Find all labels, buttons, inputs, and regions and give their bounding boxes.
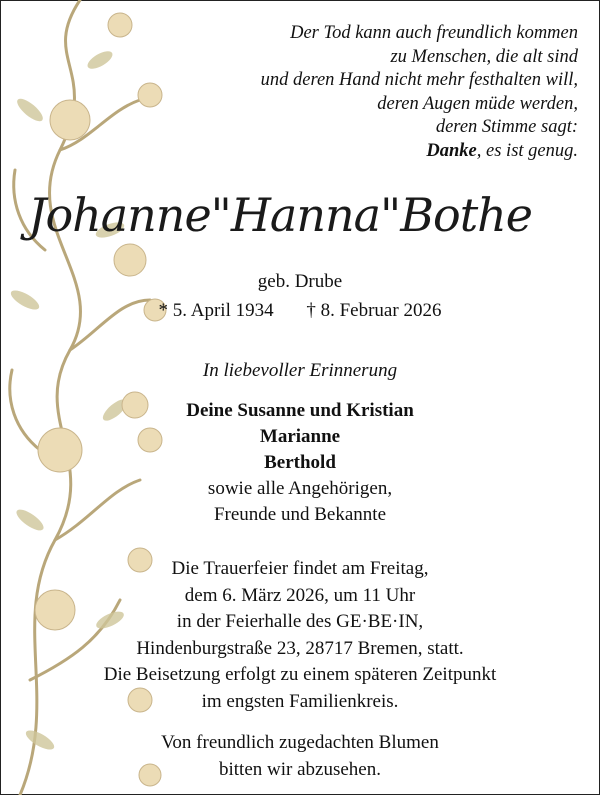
life-dates xyxy=(0,300,600,322)
poem-emphasis: Danke xyxy=(426,140,477,161)
poem-line: zu Menschen, die alt sind xyxy=(390,46,578,67)
poem-line: Der Tod kann auch freundlich kommen xyxy=(290,23,578,43)
ceremony-line: Die Trauerfeier findet am Freitag, xyxy=(171,558,429,579)
birth-date: * 5. April 1934 xyxy=(158,300,274,321)
flowers-line: bitten wir abzusehen. xyxy=(219,758,381,780)
poem-last-rest: , es ist genug. xyxy=(476,140,578,161)
ceremony-info xyxy=(0,556,600,715)
family-line: Berthold xyxy=(264,452,336,473)
memory-line: In liebevoller Erinnerung xyxy=(202,360,398,381)
flowers-note xyxy=(0,730,600,783)
death-date: † 8. Februar 2026 xyxy=(306,300,442,321)
family-signatures xyxy=(0,398,600,528)
deceased-name: Johanne"Hanna"Bothe xyxy=(28,188,533,242)
poem-line: und deren Hand nicht mehr festhalten will, xyxy=(260,70,578,90)
family-line: Marianne xyxy=(259,426,341,447)
ceremony-line: dem 6. März 2026, um 11 Uhr xyxy=(184,584,416,606)
poem-line: deren Augen müde werden, xyxy=(377,93,578,114)
birth-name: geb. Drube xyxy=(257,271,343,292)
poem-last-line xyxy=(158,140,578,164)
family-line: Deine Susanne und Kristian xyxy=(186,400,414,421)
flowers-line: Von freundlich zugedachten Blumen xyxy=(161,732,439,753)
ceremony-line: im engsten Familienkreis. xyxy=(201,690,399,712)
family-line: sowie alle Angehörigen, xyxy=(207,478,393,499)
ceremony-line: Hindenburgstraße 23, 28717 Bremen, statt. xyxy=(136,637,464,659)
poem-line: deren Stimme sagt: xyxy=(435,117,578,137)
family-line: Freunde und Bekannte xyxy=(213,504,386,525)
ceremony-line: Die Beisetzung erfolgt zu einem späteren Zeitpunkt xyxy=(103,664,497,685)
poem xyxy=(158,22,578,163)
ceremony-line: in der Feierhalle des GE·BE·IN, xyxy=(176,611,424,632)
